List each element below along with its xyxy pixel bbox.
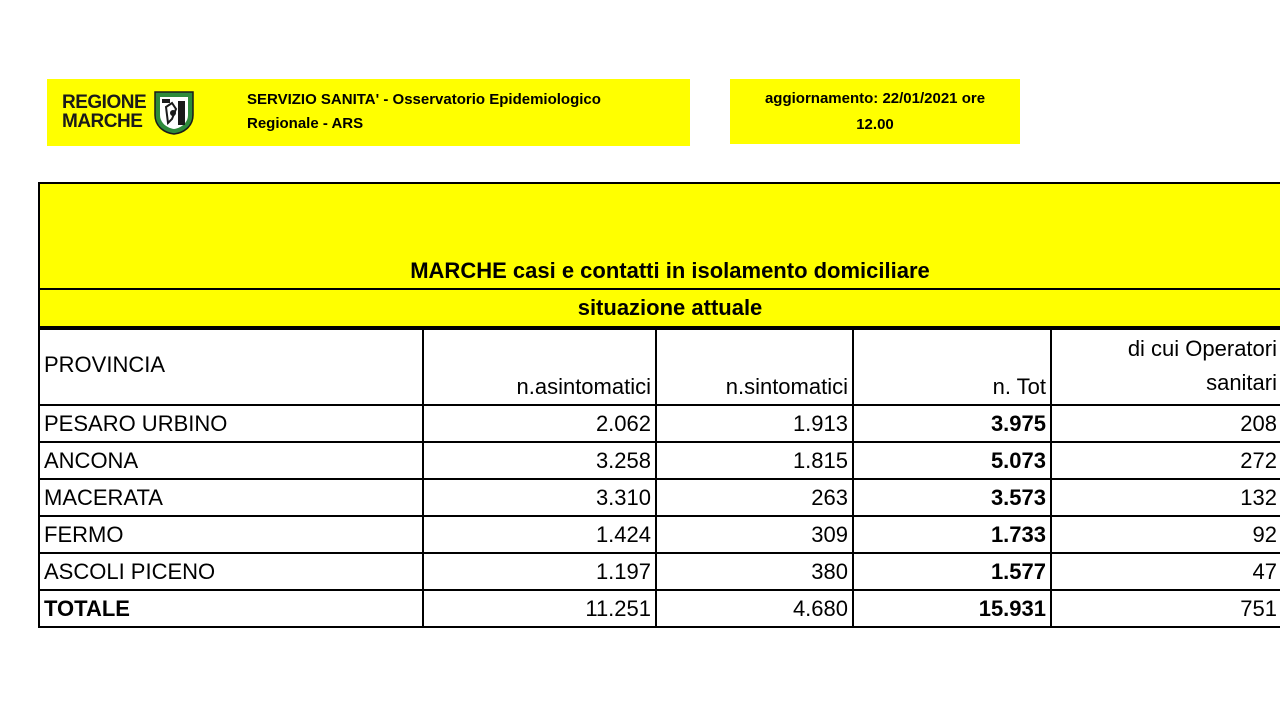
- data-grid: [38, 328, 1280, 628]
- cell-asintomatici: 1.424: [423, 516, 656, 553]
- cell-operatori: 92: [1051, 516, 1280, 553]
- header-row: [39, 329, 1280, 405]
- update-line-1: aggiornamento: 22/01/2021 ore: [764, 90, 986, 107]
- update-line-2: 12.00: [856, 116, 894, 133]
- cell-asintomatici: 3.310: [423, 479, 656, 516]
- cell-asintomatici: 2.062: [423, 405, 656, 442]
- table-row: [39, 405, 1280, 442]
- cell-provincia: ASCOLI PICENO: [39, 553, 423, 590]
- column-header-asintomatici: n.asintomatici: [423, 329, 656, 405]
- column-header-tot: n. Tot: [853, 329, 1051, 405]
- table-subtitle: situazione attuale: [38, 290, 1280, 328]
- isolation-table: [38, 182, 1280, 628]
- regione-marche-logo: [62, 89, 196, 135]
- cell-tot: 3.573: [853, 479, 1051, 516]
- column-header-sintomatici: n.sintomatici: [656, 329, 853, 405]
- cell-provincia: PESARO URBINO: [39, 405, 423, 442]
- cell-provincia: ANCONA: [39, 442, 423, 479]
- cell-asintomatici: 1.197: [423, 553, 656, 590]
- cell-tot: 1.733: [853, 516, 1051, 553]
- cell-asintomatici: 3.258: [423, 442, 656, 479]
- cell-provincia: FERMO: [39, 516, 423, 553]
- cell-operatori: 208: [1051, 405, 1280, 442]
- column-header-operatori: [1051, 329, 1280, 405]
- logo-line-2: MARCHE: [62, 111, 143, 132]
- service-line-2: Regionale - ARS: [247, 115, 364, 132]
- table-row: [39, 479, 1280, 516]
- cell-total-operatori: 751: [1051, 590, 1280, 627]
- table-title-band: [38, 182, 1280, 290]
- table-title: MARCHE casi e contatti in isolamento domiciliare: [410, 258, 930, 283]
- cell-total-tot: 15.931: [853, 590, 1051, 627]
- header-banner: [47, 79, 690, 146]
- cell-operatori: 132: [1051, 479, 1280, 516]
- regione-marche-emblem-icon: [152, 89, 196, 135]
- cell-sintomatici: 263: [656, 479, 853, 516]
- service-title: [247, 88, 601, 136]
- logo-line-1: REGIONE: [62, 92, 147, 113]
- table-row: [39, 553, 1280, 590]
- cell-total-sintomatici: 4.680: [656, 590, 853, 627]
- cell-sintomatici: 380: [656, 553, 853, 590]
- table-row: [39, 442, 1280, 479]
- cell-total-label: TOTALE: [39, 590, 423, 627]
- logo-text: [62, 93, 146, 131]
- update-banner: [730, 79, 1020, 144]
- cell-sintomatici: 1.815: [656, 442, 853, 479]
- cell-operatori: 47: [1051, 553, 1280, 590]
- cell-sintomatici: 1.913: [656, 405, 853, 442]
- cell-total-asintomatici: 11.251: [423, 590, 656, 627]
- table-row: [39, 516, 1280, 553]
- cell-tot: 5.073: [853, 442, 1051, 479]
- column-header-operatori-line-2: sanitari: [1206, 370, 1277, 395]
- cell-tot: 1.577: [853, 553, 1051, 590]
- cell-sintomatici: 309: [656, 516, 853, 553]
- column-header-operatori-line-1: di cui Operatori: [1127, 336, 1277, 361]
- cell-tot: 3.975: [853, 405, 1051, 442]
- cell-operatori: 272: [1051, 442, 1280, 479]
- cell-provincia: MACERATA: [39, 479, 423, 516]
- service-line-1: SERVIZIO SANITA' - Osservatorio Epidemiologico: [247, 91, 601, 108]
- column-header-provincia: PROVINCIA: [39, 329, 423, 405]
- total-row: [39, 590, 1280, 627]
